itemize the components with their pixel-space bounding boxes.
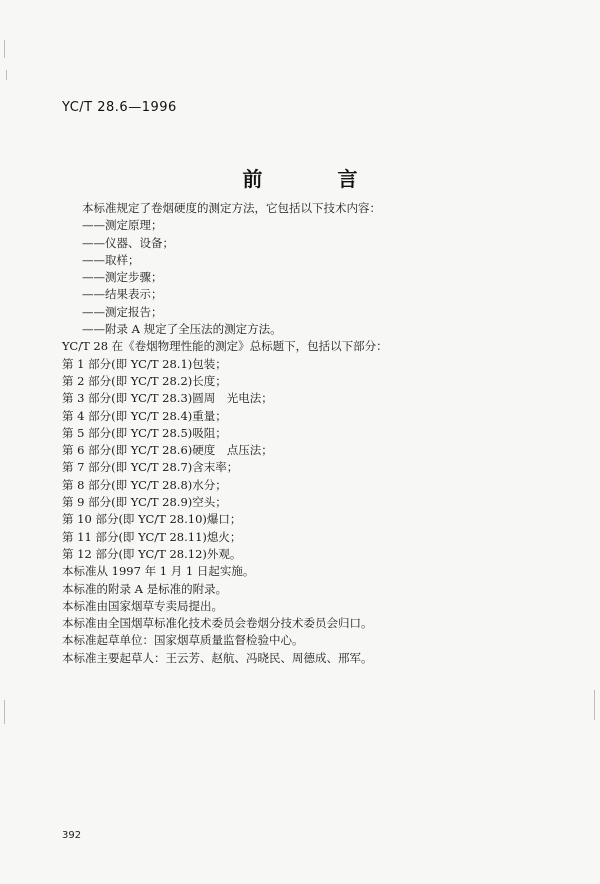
list-item: ——测定步骤；: [82, 270, 163, 285]
list-item: ——结果表示；: [82, 287, 163, 302]
part-item: 第 3 部分(即 YC/T 28.3)圆周 光电法；: [62, 391, 273, 406]
part-item: 第 6 部分(即 YC/T 28.6)硬度 点压法；: [62, 443, 273, 458]
part-item: 第 9 部分(即 YC/T 28.9)空头；: [62, 495, 227, 510]
paragraph-drafters: 本标准主要起草人：王云芳、赵航、冯晓民、周德成、邢军。: [62, 650, 373, 665]
list-item: ——测定报告；: [82, 304, 163, 319]
scan-edge-mark: [4, 40, 5, 58]
page-number: 392: [62, 830, 82, 841]
part-item: 第 11 部分(即 YC/T 28.11)熄火；: [62, 529, 242, 544]
part-item: 第 12 部分(即 YC/T 28.12)外观。: [62, 546, 242, 561]
scan-edge-mark: [594, 690, 595, 720]
paragraph-intro: 本标准规定了卷烟硬度的测定方法，它包括以下技术内容：: [82, 201, 381, 215]
paragraph-parts-intro: YC/T 28 在《卷烟物理性能的测定》总标题下，包括以下部分：: [62, 339, 388, 354]
paragraph-proposer: 本标准由国家烟草专卖局提出。: [62, 598, 223, 613]
document-body: [62, 200, 562, 667]
list-item: ——取样；: [82, 252, 140, 267]
scan-edge-mark: [6, 70, 7, 80]
part-item: 第 5 部分(即 YC/T 28.5)吸阻；: [62, 425, 227, 440]
part-item: 第 4 部分(即 YC/T 28.4)重量；: [62, 408, 227, 423]
list-item: ——附录 A 规定了全压法的测定方法。: [82, 322, 282, 337]
list-item: ——测定原理；: [82, 218, 163, 233]
paragraph-effective-date: 本标准从 1997 年 1 月 1 日起实施。: [62, 564, 255, 579]
paragraph-appendix-note: 本标准的附录 A 是标准的附录。: [62, 581, 228, 596]
part-item: 第 7 部分(即 YC/T 28.7)含末率；: [62, 460, 239, 475]
section-title: 前 言: [242, 167, 392, 191]
paragraph-committee: 本标准由全国烟草标准化技术委员会卷烟分技术委员会归口。: [62, 616, 373, 631]
part-item: 第 10 部分(即 YC/T 28.10)爆口；: [62, 512, 242, 527]
standard-code: YC/T 28.6—1996: [62, 100, 177, 115]
scan-edge-mark: [4, 700, 5, 724]
paragraph-drafting-unit: 本标准起草单位：国家烟草质量监督检验中心。: [62, 633, 304, 648]
part-item: 第 1 部分(即 YC/T 28.1)包装；: [62, 356, 227, 371]
list-item: ——仪器、设备；: [82, 235, 174, 250]
part-item: 第 2 部分(即 YC/T 28.2)长度；: [62, 373, 227, 388]
part-item: 第 8 部分(即 YC/T 28.8)水分；: [62, 477, 227, 492]
